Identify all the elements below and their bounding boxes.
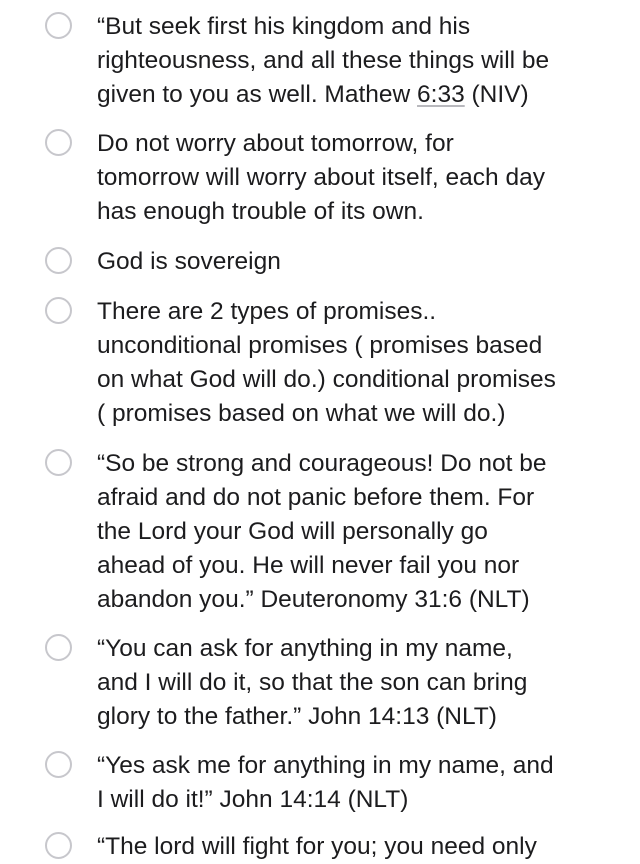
checklist-item-text[interactable]: “So be strong and courageous! Do not be afraid and do not panic before them. For the Lord your God will personally go ahead of you. He will never fail you nor abandon you.” Deuteronomy 31:6 (NLT) (97, 450, 547, 613)
checkbox-circle-icon[interactable] (45, 129, 72, 156)
item-text-part: (NIV) (464, 81, 529, 108)
checklist-item-text[interactable]: “Yes ask me for anything in my name, and I will do it!” John 14:14 (NLT) (97, 752, 554, 813)
checkbox-circle-icon[interactable] (45, 634, 72, 661)
checklist-item-text[interactable]: God is sovereign (97, 248, 281, 275)
checklist-item-text[interactable]: Do not worry about tomorrow, for tomorrow will worry about itself, each day has enough trouble of its own. (97, 130, 545, 225)
scripture-reference-link[interactable]: 6:33 (417, 81, 465, 108)
checklist-item-text[interactable]: “You can ask for anything in my name, and I will do it, so that the son can bring glory to the father.” John 14:13 (NLT) (97, 635, 528, 730)
checkbox-circle-icon[interactable] (45, 449, 72, 476)
checklist-item-text[interactable]: “The lord will fight for you; you need only (97, 833, 537, 860)
checkbox-circle-icon[interactable] (45, 247, 72, 274)
checklist-item-text[interactable]: There are 2 types of promises.. unconditional promises ( promises based on what God will do.) conditional promises ( promises based on what we will do.) (97, 298, 556, 427)
checkbox-circle-icon[interactable] (45, 12, 72, 39)
item-text-part: “But seek first his kingdom and his righteousness, and all these things will be given to you as well. Mathew (97, 13, 550, 108)
checkbox-circle-icon[interactable] (45, 297, 72, 324)
checkbox-circle-icon[interactable] (45, 751, 72, 778)
checklist-item-text[interactable] (97, 10, 627, 112)
